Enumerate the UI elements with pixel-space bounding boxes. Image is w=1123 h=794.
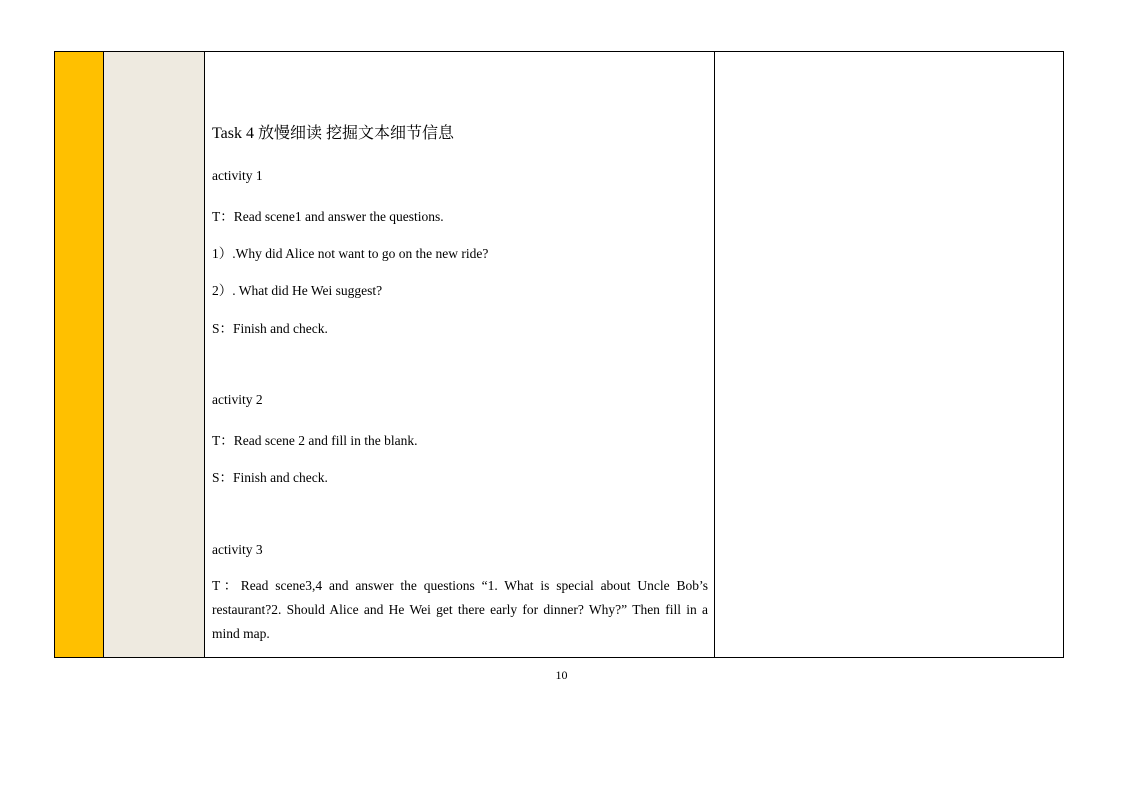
stage-column — [104, 52, 205, 657]
activity1-teacher-instruction: T：Read scene1 and answer the questions. — [212, 209, 444, 224]
activity3-teacher-instruction: T：Read scene3,4 and answer the questions “1. What is special about Uncle Bob’s restaurant?2. Should Alice and He Wei get there early for dinner? Why?” Then fill in a mind map. — [212, 578, 708, 641]
activity1-question-1: 1）.Why did Alice not want to go on the new ride? — [212, 246, 489, 261]
notes-column — [715, 52, 1063, 657]
activity2-student-response: S：Finish and check. — [212, 470, 328, 485]
activity1-question-2: 2）. What did He Wei suggest? — [212, 283, 383, 298]
activity1-student-response: S：Finish and check. — [212, 321, 328, 336]
task-title: Task 4 放慢细读 挖掘文本细节信息 — [212, 125, 454, 142]
activity3-heading: activity 3 — [212, 542, 263, 557]
procedure-column — [205, 52, 715, 657]
lesson-plan-table — [54, 51, 1064, 658]
activity1-heading: activity 1 — [212, 168, 263, 183]
activity2-teacher-instruction: T：Read scene 2 and fill in the blank. — [212, 433, 418, 448]
accent-column — [55, 52, 104, 657]
page-number: 10 — [555, 668, 568, 682]
activity2-heading: activity 2 — [212, 392, 263, 407]
